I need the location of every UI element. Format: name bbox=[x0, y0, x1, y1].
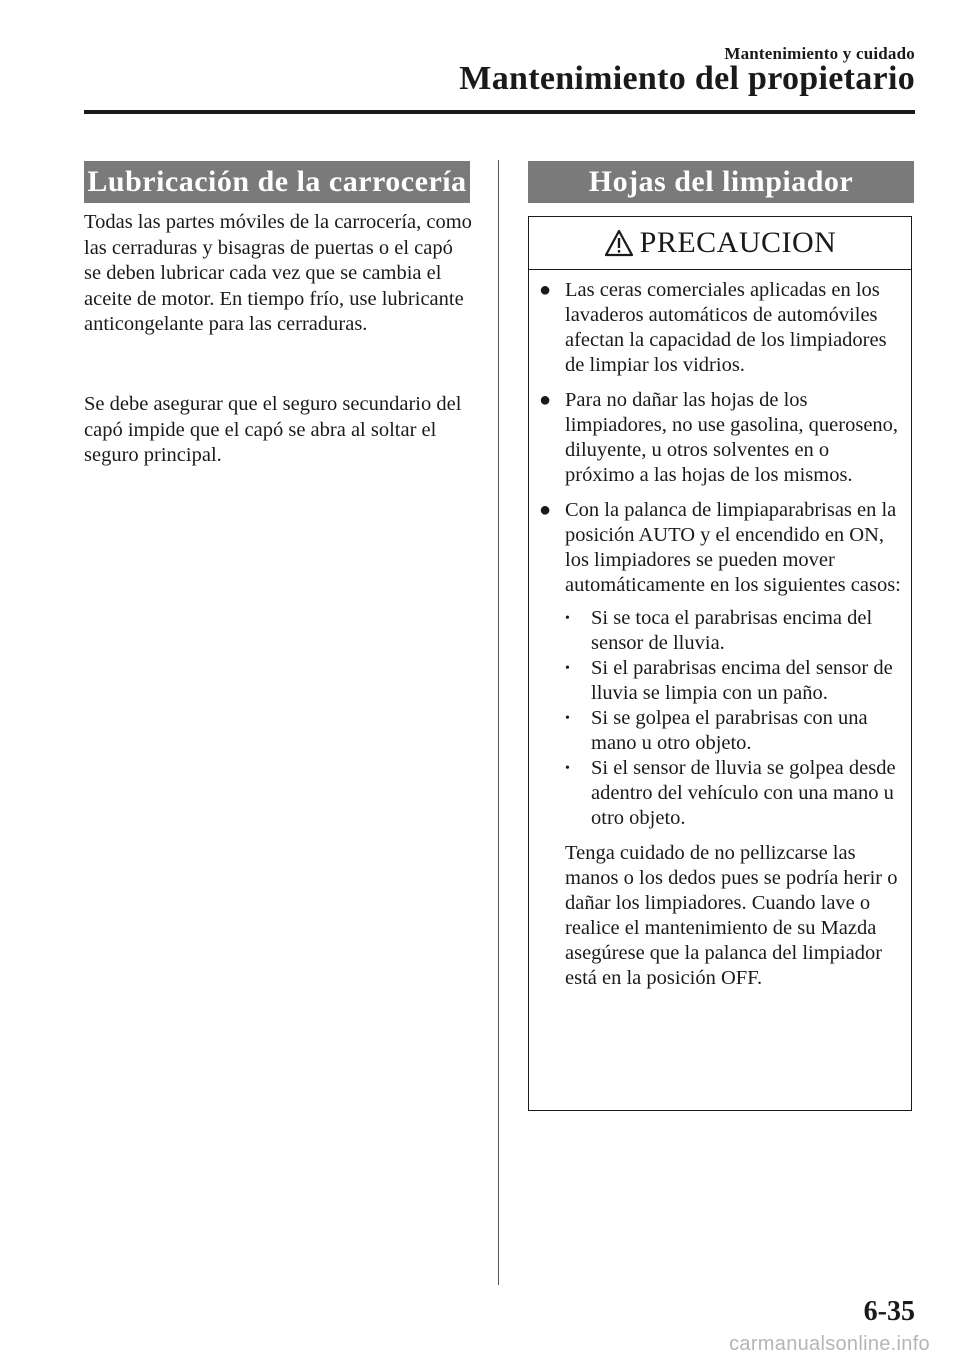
column-divider bbox=[498, 160, 499, 1285]
page-number: 6-35 bbox=[863, 1296, 915, 1327]
sub-bullet-icon: • bbox=[565, 761, 570, 776]
caution-bullet bbox=[537, 388, 903, 488]
section-heading-body-lubrication: Lubricación de la carrocería bbox=[84, 161, 470, 203]
caution-bullet-text: Para no dañar las hojas de los limpiadores, no use gasolina, queroseno, diluyente, u otros solventes en o próximo a las hojas de los mismos. bbox=[565, 389, 899, 486]
header-rule bbox=[84, 110, 915, 114]
caution-box bbox=[528, 216, 912, 1111]
watermark-link[interactable]: carmanualsonline.info bbox=[729, 1333, 930, 1355]
sub-list-item-text: Si se toca el parabrisas encima del sensor de lluvia. bbox=[591, 607, 873, 654]
caution-bullet bbox=[537, 498, 903, 991]
header-section-label: Mantenimiento y cuidado bbox=[724, 44, 915, 63]
bullet-dot-icon: ● bbox=[539, 389, 552, 411]
warning-triangle-icon bbox=[604, 229, 634, 257]
lubrication-paragraph-2: Se debe asegurar que el seguro secundario del capó impide que el capó se abra al soltar el seguro principal. bbox=[84, 393, 462, 466]
bullet-dot-icon: ● bbox=[539, 499, 552, 521]
sub-list-item-text: Si el sensor de lluvia se golpea desde adentro del vehículo con una mano u otro objeto. bbox=[591, 757, 896, 829]
caution-bullet-text: Las ceras comerciales aplicadas en los lavaderos automáticos de automóviles afectan la capacidad de los limpiadores de limpiar los vidrios. bbox=[565, 279, 887, 376]
sub-list-item bbox=[565, 756, 903, 831]
caution-bullet bbox=[537, 278, 903, 378]
sub-bullet-icon: • bbox=[565, 711, 570, 726]
sub-list-item-text: Si se golpea el parabrisas con una mano u otro objeto. bbox=[591, 707, 868, 754]
sub-list-item bbox=[565, 606, 903, 656]
section-heading-wiper-blades: Hojas del limpiador bbox=[528, 161, 914, 203]
lubrication-paragraph-1: Todas las partes móviles de la carrocería, como las cerraduras y bisagras de puertas o el capó se deben lubricar cada vez que se cambia el aceite de motor. En tiempo frío, use lubricante anticongelante para las cerraduras. bbox=[84, 211, 472, 335]
bullet-dot-icon: ● bbox=[539, 279, 552, 301]
caution-body bbox=[529, 270, 911, 991]
sub-bullet-icon: • bbox=[565, 661, 570, 676]
caution-bullet-text: Con la palanca de limpiaparabrisas en la posición AUTO y el encendido en ON, los limpiadores se pueden mover automáticamente en los siguientes casos: bbox=[565, 499, 901, 596]
sub-list-item bbox=[565, 706, 903, 756]
page-title: Mantenimiento del propietario bbox=[459, 60, 915, 97]
caution-closing-note: Tenga cuidado de no pellizcarse las manos o los dedos pues se podría herir o dañar los limpiadores. Cuando lave o realice el mantenimiento de su Mazda asegúrese que la palanca del limpiador está en la posición OFF. bbox=[565, 842, 898, 989]
sub-list-item bbox=[565, 656, 903, 706]
sub-bullet-icon: • bbox=[565, 611, 570, 626]
caution-title: PRECAUCION bbox=[639, 226, 837, 259]
sub-list bbox=[565, 606, 903, 831]
sub-list-item-text: Si el parabrisas encima del sensor de lluvia se limpia con un paño. bbox=[591, 657, 893, 704]
caution-header bbox=[529, 217, 911, 270]
